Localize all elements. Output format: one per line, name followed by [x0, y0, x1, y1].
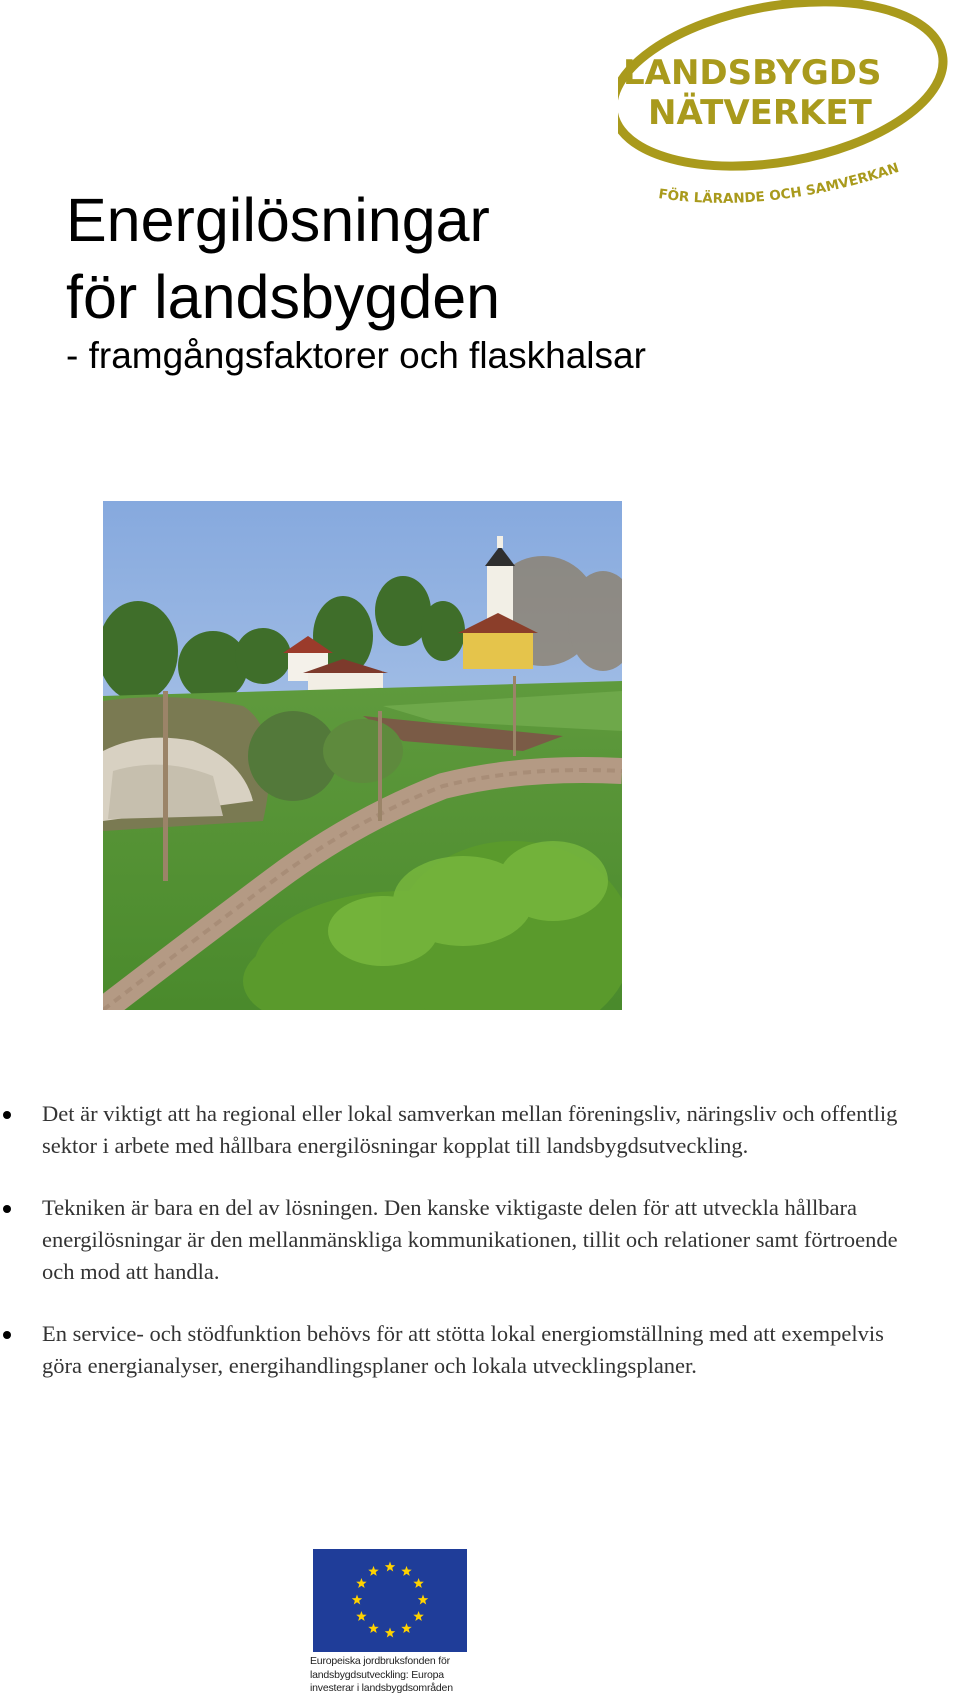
eu-star-icon: [368, 1566, 378, 1576]
eu-star-icon: [356, 1578, 366, 1588]
eu-star-icon: [356, 1611, 366, 1621]
eu-caption: [310, 1655, 474, 1696]
eu-star-icon: [401, 1623, 411, 1633]
eu-star-icon: [368, 1623, 378, 1633]
eu-star-icon: [352, 1595, 362, 1605]
title-line1: Energilösningar: [66, 186, 490, 254]
eu-flag-icon: [313, 1549, 467, 1652]
eu-star-icon: [385, 1628, 395, 1638]
list-item: [0, 1318, 922, 1382]
eu-funding-logo: [310, 1549, 474, 1704]
list-item: [0, 1192, 922, 1288]
page-subtitle: - framgångsfaktorer och flaskhalsar: [66, 335, 646, 376]
eu-star-icon: [418, 1595, 428, 1605]
bullet-icon: [3, 1331, 11, 1339]
list-item-text: Tekniken är bara en del av lösningen. Den kanske viktigaste delen för att utveckla hållbara energilösningar är den mellanmänskliga kommunikationen, tillit och relationer samt förtroende och mod att handla.: [42, 1195, 898, 1284]
eu-caption-line3: investerar i landsbygdsområden: [310, 1682, 453, 1694]
page-title: [66, 182, 500, 336]
list-item: [0, 1098, 922, 1162]
logo-tagline: FÖR LÄRANDE OCH SAMVERKAN: [657, 160, 902, 207]
countryside-photo: [103, 501, 622, 1010]
eu-star-icon: [385, 1562, 395, 1572]
title-line2: för landsbygden: [66, 263, 501, 331]
landsbygdsnatverket-logo: [618, 0, 960, 220]
eu-star-icon: [413, 1611, 423, 1621]
eu-caption-line2: landsbygdsutveckling: Europa: [310, 1668, 444, 1681]
list-item-text: En service- och stödfunktion behövs för att stötta lokal energiomställning med att exempelvis göra energianalyser, energihandlingsplaner och lokala utvecklingsplaner.: [42, 1321, 884, 1378]
logo-line2: NÄTVERKET: [648, 93, 872, 133]
bullet-icon: [3, 1205, 11, 1213]
bullet-icon: [3, 1111, 11, 1119]
eu-caption-line1: Europeiska jordbruksfonden för: [310, 1655, 450, 1667]
list-item-text: Det är viktigt att ha regional eller lokal samverkan mellan föreningsliv, näringsliv och offentlig sektor i arbete med hållbara energilösningar kopplat till landsbygdsutveckling.: [42, 1101, 898, 1158]
key-points-list: [0, 1098, 960, 1412]
logo-line1: LANDSBYGDS: [623, 53, 882, 93]
eu-star-icon: [401, 1566, 411, 1576]
eu-star-icon: [413, 1578, 423, 1588]
